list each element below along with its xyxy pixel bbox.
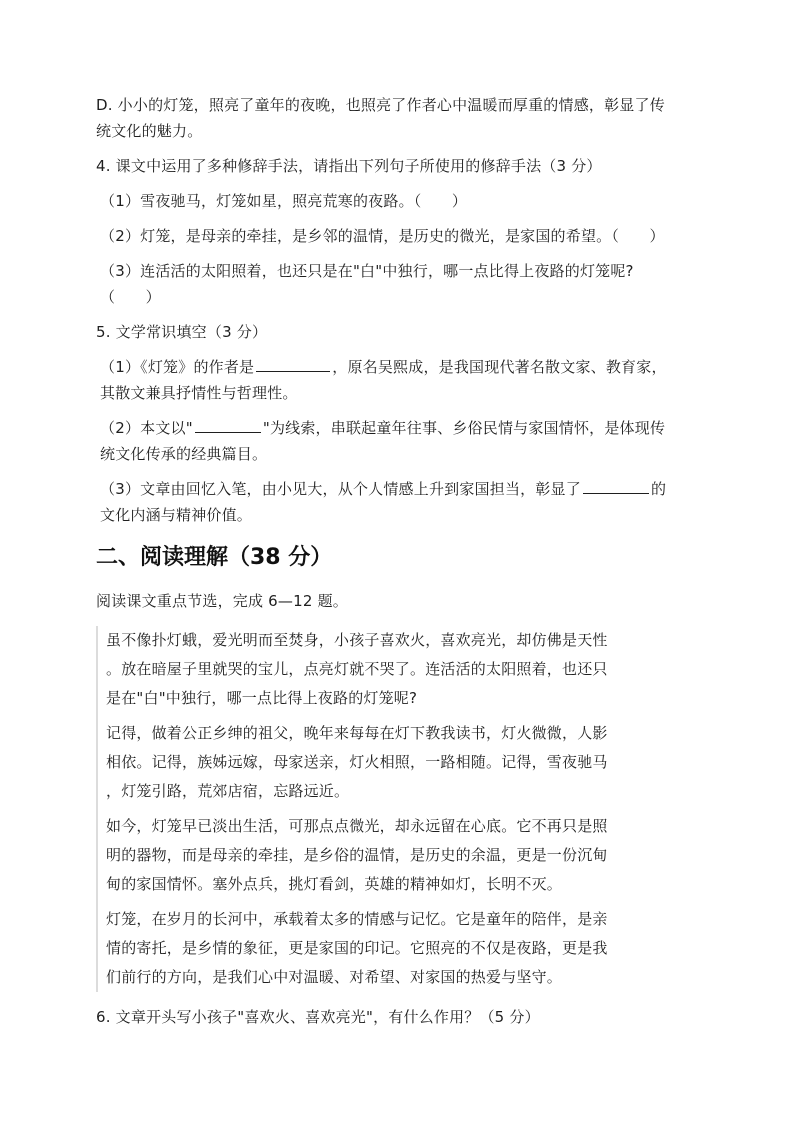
passage-line: 。放在暗屋子里就哭的宝儿，点亮灯就不哭了。连活活的太阳照着，也还只: [106, 660, 608, 678]
q4-item-1: [96, 188, 700, 214]
reading-instruction: 阅读课文重点节选，完成 6—12 题。: [96, 592, 348, 610]
q5-item-2-line-1: [100, 415, 700, 441]
q4-item-2: [96, 223, 700, 249]
passage-line: 们前行的方向，是我们心中对温暖、对希望、对家国的热爱与坚守。: [106, 968, 563, 986]
q5-item-1-line-1: [100, 354, 700, 380]
q5-item-1: [96, 354, 700, 406]
question-4: [96, 153, 700, 179]
passage-line: 记得，做着公正乡绅的祖父，晚年来每每在灯下教我读书，灯火微微，人影: [106, 724, 608, 742]
reading-passage: [96, 626, 700, 992]
question-5: [96, 319, 700, 345]
passage-line: 甸的家国情怀。塞外点兵，挑灯看剑，英雄的精神如灯，长明不灭。: [106, 875, 563, 893]
option-d-line-2: 统文化的魅力。: [96, 122, 203, 140]
exam-page: [96, 92, 700, 1030]
passage-paragraph-4: [106, 905, 700, 992]
q4-item-3: [96, 258, 700, 310]
fill-blank-1[interactable]: [256, 354, 330, 372]
q5-item-3-line-1: [100, 476, 700, 502]
passage-line: 情的寄托，是乡情的象征，更是家国的印记。它照亮的不仅是夜路，更是我: [106, 939, 608, 957]
option-d-line-1: D. 小小的灯笼，照亮了童年的夜晚，也照亮了作者心中温暖而厚重的情感，彰显了传: [96, 96, 665, 114]
q5-item-2-pre: （2）本文以": [100, 419, 193, 437]
q3-option-d: [96, 92, 700, 144]
q5-item-3: [96, 476, 700, 528]
q5-item-2-post: "为线索，串联起童年往事、乡俗民情与家国情怀，是体现传: [262, 419, 666, 437]
passage-line: 虽不像扑灯蛾，爱光明而至焚身，小孩子喜欢火，喜欢亮光，却仿佛是天性: [106, 631, 608, 649]
q4-item-3-line-1: （3）连活活的太阳照着，也还只是在"白"中独行，哪一点比得上夜路的灯笼呢?: [100, 262, 634, 280]
q4-stem: 4. 课文中运用了多种修辞手法，请指出下列句子所使用的修辞手法（3 分）: [96, 157, 602, 175]
passage-paragraph-3: [106, 812, 700, 899]
passage-paragraph-2: [106, 719, 700, 806]
q4-item-3-line-2: （ ）: [100, 288, 161, 306]
passage-paragraph-1: [106, 626, 700, 713]
passage-line: 明的器物，而是母亲的牵挂，是乡俗的温情，是历史的余温，更是一份沉甸: [106, 846, 608, 864]
q5-item-1-line-2: 其散文兼具抒情性与哲理性。: [100, 384, 298, 402]
passage-line: ，灯笼引路，荒郊店宿，忘路远近。: [106, 782, 350, 800]
q5-item-3-line-2: 文化内涵与精神价值。: [100, 506, 253, 524]
passage-line: 灯笼，在岁月的长河中，承载着太多的情感与记忆。它是童年的陪伴，是亲: [106, 910, 608, 928]
q5-item-1-pre: （1）《灯笼》的作者是: [100, 358, 255, 376]
section-2-title: 二、阅读理解（38 分）: [96, 545, 333, 570]
q5-item-2-line-2: 统文化传承的经典篇目。: [100, 445, 268, 463]
q5-item-3-post: 的: [650, 480, 667, 498]
q4-item-2-text: （2）灯笼，是母亲的牵挂，是乡邻的温情，是历史的微光，是家国的希望。（ ）: [100, 227, 665, 245]
fill-blank-3[interactable]: [583, 476, 649, 494]
passage-line: 相依。记得，族姊远嫁，母家送亲，灯火相照，一路相随。记得，雪夜驰马: [106, 753, 608, 771]
fill-blank-2[interactable]: [195, 415, 261, 433]
q5-item-3-pre: （3）文章由回忆入笔，由小见大，从个人情感上升到家国担当，彰显了: [100, 480, 581, 498]
q4-item-1-text: （1）雪夜驰马，灯笼如星，照亮荒寒的夜路。（ ）: [100, 192, 468, 210]
q5-stem: 5. 文学常识填空（3 分）: [96, 323, 268, 341]
passage-line: 如今，灯笼早已淡出生活，可那点点微光，却永远留在心底。它不再只是照: [106, 817, 608, 835]
q5-item-1-post: ，原名吴熙成，是我国现代著名散文家、教育家，: [332, 358, 667, 376]
question-6: 6. 文章开头写小孩子"喜欢火、喜欢亮光"，有什么作用？（5 分）: [96, 1008, 540, 1026]
passage-line: 是在"白"中独行，哪一点比得上夜路的灯笼呢?: [106, 689, 418, 707]
q5-item-2: [96, 415, 700, 467]
